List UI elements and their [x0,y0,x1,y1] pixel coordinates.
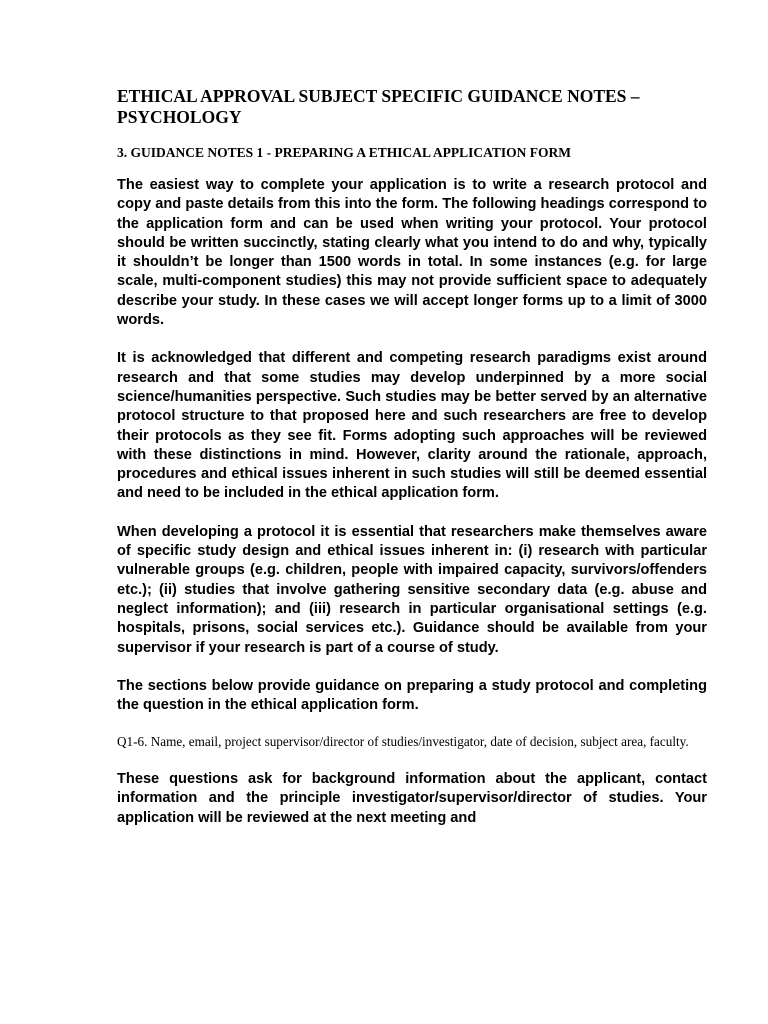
paragraph-background-information: These questions ask for background information about the applicant, contact information and the principle investigator/supervisor/director of studies. Your application will be reviewed at the next meeting and [117,770,707,826]
document-page [117,86,707,847]
paragraph-sections-intro: The sections below provide guidance on preparing a study protocol and completing the question in the ethical application form. [117,677,707,714]
paragraph-research-paradigms: It is acknowledged that different and competing research paradigms exist around research and that some studies may develop underpinned by a more social science/humanities perspective. Such studies may be better served by an alternative protocol structure to that proposed here and such researchers are free to develop their protocols as they see fit. Forms adopting such approaches will be reviewed with these distinctions in mind. However, clarity around the rationale, approach, procedures and ethical issues inherent in such studies will still be deemed essential and need to be included in the ethical application form. [117,350,707,502]
document-title: ETHICAL APPROVAL SUBJECT SPECIFIC GUIDANCE NOTES – PSYCHOLOGY [117,86,640,127]
section-heading: 3. GUIDANCE NOTES 1 - PREPARING A ETHICAL APPLICATION FORM [117,145,572,160]
paragraph-protocol-development: When developing a protocol it is essential that researchers make themselves aware of specific study design and ethical issues inherent in: (i) research with particular vulnerable groups (e.g. children, people with impaired capacity, survivors/offenders etc.); (ii) studies that involve gathering sensitive secondary data (e.g. abuse and neglect information); and (iii) research in particular organisational settings (e.g. hospitals, prisons, social services etc.). Guidance should be available from your supervisor if your research is part of a course of study. [117,523,707,656]
question-heading-q1-6: Q1-6. Name, email, project supervisor/director of studies/investigator, date of decision, subject area, faculty. [117,734,689,750]
paragraph-application-intro: The easiest way to complete your application is to write a research protocol and copy and paste details from this into the form. The following headings correspond to the application form and can be used when writing your protocol. Your protocol should be written succinctly, stating clearly what you intend to do and why, typically it shouldn’t be longer than 1500 words in total. In some instances (e.g. for large scale, multi-component studies) this may not provide sufficient space to adequately describe your study. In these cases we will accept longer forms up to a limit of 3000 words. [117,177,707,329]
